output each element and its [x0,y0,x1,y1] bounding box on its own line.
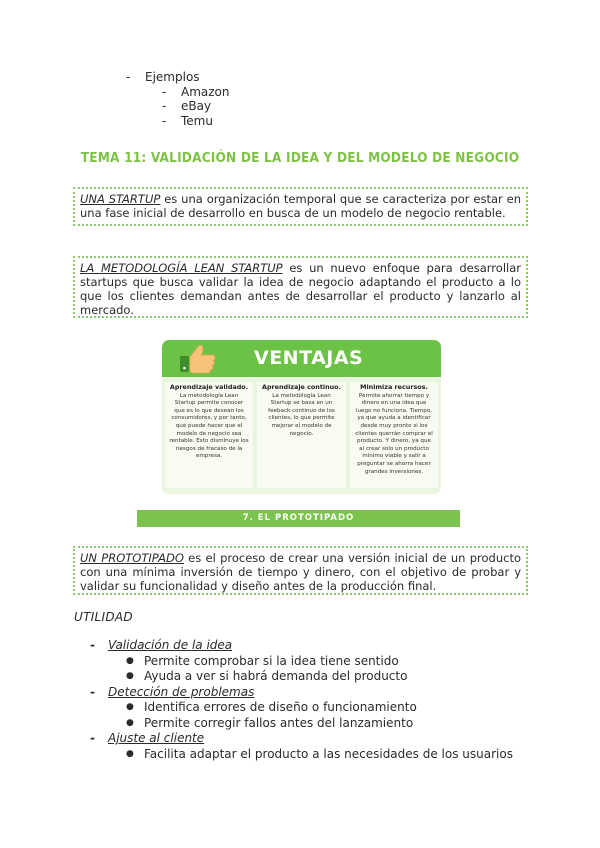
bullet-icon: ● [126,748,134,759]
example-item: - Temu [162,113,213,128]
advantage-heading: Aprendizaje continuo. [262,383,341,391]
ventajas-infographic [162,340,441,494]
advantage-heading: Minimiza recursos. [360,383,428,391]
list-item: ● Identifica errores de diseño o funcionamiento [126,700,417,714]
definition-text: es un nuevo enfoque para desarrollar startups que busca validar la idea de negocio adaptando el producto a lo que los clientes demandan antes de desarrollar el producto y lanzarlo al mercado. [80,261,521,317]
thumbs-up-icon [178,343,218,374]
section-title: TEMA 11: VALIDACIÓN DE LA IDEA Y DEL MODELO DE NEGOCIO [80,150,520,166]
advantage-heading: Aprendizaje validado. [169,383,249,391]
definition-box-prototipado [73,546,528,595]
infographic-header [162,340,441,377]
advantage-text: La metodología Lean Startup se basa en un feeback continuo de los clientes, lo que permite mejorar el modelo de negocio. [268,392,335,437]
bullet-icon: ● [126,671,134,681]
example-item: - eBay [162,99,212,113]
bullet-icon: ● [126,717,134,728]
utilidad-list [90,638,513,762]
list-item: ● Facilita adaptar el producto a las necesidades de los usuarios [126,746,513,761]
advantage-text: La metodología Lean Startup permite conocer que es lo que desean los consumidores, y por tanto, qué puede hacer que el modelo de negocio sea rentable. Esto disminuye los riesgos de fracaso de la empresa. [169,392,249,460]
definition-box-lean-startup [73,256,528,318]
definition-text: es el proceso de crear una versión inicial de un producto con una mínima inversión de tiempo y dinero, con el objetivo de probar y validar su funcionalidad y diseño antes de la producción final. [80,551,521,593]
utilidad-group-heading: - Detección de problemas [90,684,255,699]
example-item: - Amazon [162,84,230,99]
advantage-card [165,382,253,488]
definition-box-startup [73,187,528,226]
utilidad-group-heading: - Ajuste al cliente [90,731,205,745]
list-item: ● Permite comprobar si la idea tiene sentido [126,653,399,668]
utilidad-group-heading: - Validación de la idea [90,638,233,652]
list-item: ● Permite corregir fallos antes del lanzamiento [126,715,414,730]
definition-term: LA METODOLOGÍA LEAN STARTUP [80,261,283,275]
advantage-text: Permite ahorrar tiempo y dinero en una idea que luego no funciona. Tiempo, ya que ayuda a identificar desde muy pronto si los clientes querrán comprar el producto. Y dinero, ya que al crear solo un producto mínimo viable y salir a preguntar se ahorra hacer grandes inversiones. [355,392,433,475]
definition-term: UNA STARTUP [80,192,161,206]
definition-text: es una organización temporal que se caracteriza por estar en una fase inicial de desarrollo en busca de un modelo de negocio rentable. [80,192,521,220]
advantage-card [350,382,438,488]
list-item: ● Ayuda a ver si habrá demanda del producto [126,669,408,683]
examples-heading: - Ejemplos [126,70,200,84]
infographic-title: VENTAJAS [254,347,364,369]
utilidad-heading: UTILIDAD [74,610,133,624]
definition-term: UN PROTOTIPADO [80,551,184,565]
advantage-card [257,382,346,488]
section-bar: 7. EL PROTOTIPADO [137,510,460,527]
examples-list [126,70,230,128]
bullet-icon: ● [126,655,134,666]
bullet-icon: ● [126,702,134,712]
